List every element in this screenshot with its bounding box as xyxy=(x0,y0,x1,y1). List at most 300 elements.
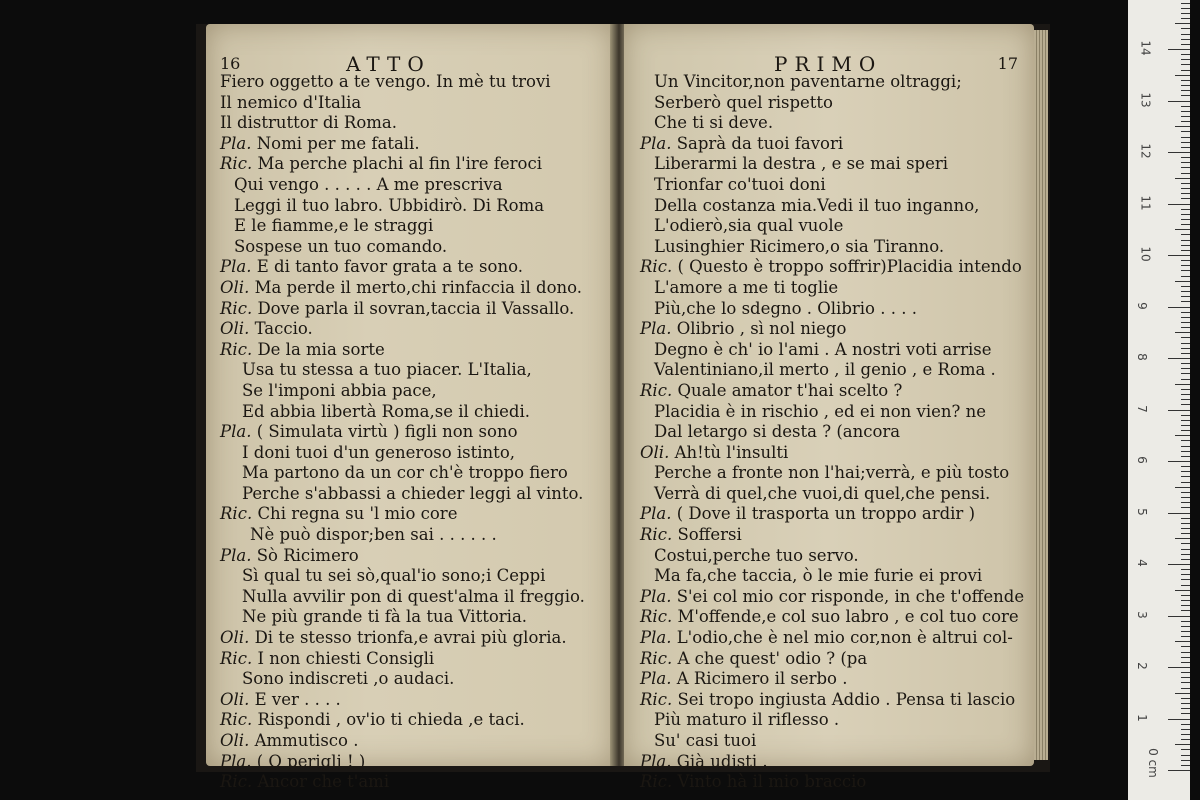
text-line xyxy=(624,422,1034,443)
text-line xyxy=(624,360,1034,381)
verse-text: Degno è ch' io l'ami . A nostri voti arrise xyxy=(654,339,992,359)
ruler-tick xyxy=(1181,502,1190,503)
ruler-tick xyxy=(1181,44,1190,45)
verse-text: Ma perde il merto,chi rinfaccia il dono. xyxy=(254,277,583,297)
ruler-tick xyxy=(1181,34,1190,35)
text-line xyxy=(624,669,1034,690)
ruler-tick xyxy=(1181,219,1190,220)
ruler-tick xyxy=(1181,631,1190,632)
speaker-label: Ric. xyxy=(640,257,678,277)
text-line xyxy=(206,504,613,525)
speaker-label: Pla. xyxy=(220,257,257,277)
text-line xyxy=(624,587,1034,608)
speaker-label: Ric. xyxy=(640,380,678,400)
ruler-tick xyxy=(1181,142,1190,143)
text-line xyxy=(624,72,1034,93)
ruler-tick xyxy=(1181,569,1190,570)
ruler-tick xyxy=(1181,677,1190,678)
ruler-tick xyxy=(1168,719,1190,720)
ruler-number: 6 xyxy=(1134,456,1149,464)
ruler-tick xyxy=(1181,724,1190,725)
text-line xyxy=(624,752,1034,773)
verse-text: S'ei col mio cor risponde, in che t'offende xyxy=(676,586,1025,606)
ruler-tick xyxy=(1168,152,1190,153)
ruler-tick xyxy=(1181,363,1190,364)
verse-text: Sò Ricimero xyxy=(256,545,359,565)
verse-text: Serberò quel rispetto xyxy=(654,92,833,112)
text-line xyxy=(624,93,1034,114)
text-line xyxy=(624,525,1034,546)
ruler-tick xyxy=(1181,183,1190,184)
text-line xyxy=(624,134,1034,155)
ruler-tick xyxy=(1175,538,1190,539)
text-line xyxy=(206,299,613,320)
text-line xyxy=(624,772,1034,793)
ruler-tick xyxy=(1181,415,1190,416)
ruler-tick xyxy=(1181,131,1190,132)
speaker-label: Pla. xyxy=(640,319,677,339)
text-line xyxy=(206,566,613,587)
verse-text: Già udisti . xyxy=(676,751,768,771)
verse-text: Verrà di quel,che vuoi,di quel,che pensi. xyxy=(654,483,991,503)
ruler-tick xyxy=(1181,18,1190,19)
text-line xyxy=(206,752,613,773)
speaker-label: Oli. xyxy=(220,731,255,750)
ruler-tick xyxy=(1168,564,1190,565)
verse-text: Placidia è in rischio , ed ei non vien? ne xyxy=(654,401,987,421)
ruler-tick xyxy=(1181,404,1190,405)
ruler-tick xyxy=(1181,240,1190,241)
text-line xyxy=(206,628,613,649)
text-line xyxy=(206,484,613,505)
ruler-tick xyxy=(1181,765,1190,766)
ruler-tick xyxy=(1181,672,1190,673)
ruler-tick xyxy=(1181,116,1190,117)
ruler-tick xyxy=(1181,224,1190,225)
ruler-tick xyxy=(1181,167,1190,168)
ruler-number: 5 xyxy=(1134,507,1149,516)
text-line xyxy=(206,381,613,402)
text-line xyxy=(624,484,1034,505)
ruler-tick xyxy=(1181,286,1190,287)
ruler-tick xyxy=(1181,276,1190,277)
verse-text: E le fiamme,e le straggi xyxy=(234,216,434,236)
speaker-label: Oli. xyxy=(640,442,675,462)
verse-text: Usa tu stessa a tuo piacer. L'Italia, xyxy=(242,360,532,380)
text-line xyxy=(624,566,1034,587)
ruler-tick xyxy=(1181,137,1190,138)
verse-text: Quale amator t'hai scelto ? xyxy=(677,380,903,400)
verse-text: Olibrio , sì nol niego xyxy=(676,319,847,339)
ruler-tick xyxy=(1181,373,1190,374)
ruler-number: 3 xyxy=(1134,610,1149,619)
text-line xyxy=(624,154,1034,175)
verse-text: A che quest' odio ? (pa xyxy=(677,648,868,668)
ruler-tick xyxy=(1168,204,1190,205)
ruler-tick xyxy=(1181,162,1190,163)
text-line xyxy=(624,731,1034,752)
ruler-tick xyxy=(1168,461,1190,462)
text-line xyxy=(624,299,1034,320)
ruler-tick xyxy=(1181,646,1190,647)
ruler-tick xyxy=(1181,301,1190,302)
speaker-label: Ric. xyxy=(220,154,258,174)
ruler-tick xyxy=(1181,188,1190,189)
ruler-tick xyxy=(1181,250,1190,251)
ruler-tick xyxy=(1181,549,1190,550)
ruler-tick xyxy=(1181,245,1190,246)
speaker-label: Ric. xyxy=(220,710,258,730)
text-line xyxy=(624,196,1034,217)
ruler-tick xyxy=(1181,214,1190,215)
ruler-tick xyxy=(1181,379,1190,380)
speaker-label: Ric. xyxy=(640,648,678,668)
speaker-label: Ric. xyxy=(640,607,678,627)
ruler-tick xyxy=(1181,193,1190,194)
speaker-label: Ric. xyxy=(220,339,258,359)
ruler-tick xyxy=(1181,456,1190,457)
text-line xyxy=(624,628,1034,649)
ruler-number: 11 xyxy=(1138,194,1153,211)
ruler-tick xyxy=(1175,126,1190,127)
verse-text: Sospese un tuo comando. xyxy=(234,236,448,256)
verse-text: Perche a fronte non l'hai;verrà, e più tosto xyxy=(654,463,1010,483)
ruler-tick xyxy=(1168,513,1190,514)
verse-text: Ah!tù l'insulti xyxy=(674,442,789,462)
text-line xyxy=(624,319,1034,340)
ruler-tick xyxy=(1181,3,1190,4)
ruler-tick xyxy=(1181,579,1190,580)
ruler-tick xyxy=(1175,384,1190,385)
text-line xyxy=(206,443,613,464)
ruler-number: 10 xyxy=(1138,246,1153,262)
ruler-tick xyxy=(1181,621,1190,622)
ruler-tick xyxy=(1168,770,1190,771)
verse-text: Ammutisco . xyxy=(254,731,359,750)
verse-text: E di tanto favor grata a te sono. xyxy=(256,257,523,277)
verse-text: Liberarmi la destra , e se mai speri xyxy=(654,154,949,174)
verse-text: Valentiniano,il merto , il genio , e Roma . xyxy=(654,360,996,380)
ruler-tick xyxy=(1168,307,1190,308)
ruler-unit-label: 0 cm xyxy=(1145,748,1160,778)
ruler-tick xyxy=(1181,734,1190,735)
ruler-tick xyxy=(1168,358,1190,359)
verse-text: Più,che lo sdegno . Olibrio . . . . xyxy=(654,298,917,318)
text-line xyxy=(624,710,1034,731)
ruler-tick xyxy=(1181,476,1190,477)
verse-text: Ma partono da un cor ch'è troppo fiero xyxy=(242,463,568,483)
speaker-label: Pla. xyxy=(640,133,677,153)
text-line xyxy=(206,113,613,134)
ruler-tick xyxy=(1168,49,1190,50)
ruler-tick xyxy=(1181,559,1190,560)
text-line xyxy=(206,731,613,752)
ruler-tick xyxy=(1181,327,1190,328)
speaker-label: Pla. xyxy=(640,669,677,689)
text-line xyxy=(624,257,1034,278)
ruler-tick xyxy=(1181,399,1190,400)
ruler-tick xyxy=(1181,605,1190,606)
verse-text: Di te stesso trionfa,e avrai più gloria. xyxy=(254,628,567,648)
text-line xyxy=(206,319,613,340)
ruler-number: 7 xyxy=(1134,404,1149,413)
verse-text: M'offende,e col suo labro , e col tuo core xyxy=(677,607,1019,627)
verse-text: Leggi il tuo labro. Ubbidirò. Di Roma xyxy=(234,195,545,215)
ruler-tick xyxy=(1181,729,1190,730)
text-line xyxy=(624,607,1034,628)
text-line xyxy=(206,340,613,361)
ruler-tick xyxy=(1181,39,1190,40)
verse-text: Ne più grande ti fà la tua Vittoria. xyxy=(242,607,528,627)
text-line xyxy=(206,607,613,628)
ruler-tick xyxy=(1168,410,1190,411)
speaker-label: Pla. xyxy=(220,133,257,153)
ruler-tick xyxy=(1181,554,1190,555)
left-running-title: ATTO xyxy=(346,52,431,76)
right-page-text xyxy=(624,72,1034,793)
ruler-tick xyxy=(1168,101,1190,102)
ruler-tick xyxy=(1181,600,1190,601)
ruler-tick xyxy=(1181,652,1190,653)
verse-text: Che ti si deve. xyxy=(654,113,774,133)
ruler-tick xyxy=(1175,641,1190,642)
left-page-number: 16 xyxy=(220,54,241,73)
text-line xyxy=(206,134,613,155)
ruler-tick xyxy=(1181,749,1190,750)
verse-text: Su' casi tuoi xyxy=(654,731,757,750)
text-line xyxy=(206,257,613,278)
ruler-tick xyxy=(1181,343,1190,344)
verse-text: Della costanza mia.Vedi il tuo inganno, xyxy=(654,195,980,215)
ruler-tick xyxy=(1181,688,1190,689)
ruler-tick xyxy=(1181,466,1190,467)
text-line xyxy=(624,690,1034,711)
ruler-tick xyxy=(1175,178,1190,179)
ruler-tick xyxy=(1181,585,1190,586)
speaker-label: Oli. xyxy=(220,689,255,709)
ruler-tick xyxy=(1181,260,1190,261)
verse-text: Il distruttor di Roma. xyxy=(220,113,397,133)
verse-text: L'odierò,sia qual vuole xyxy=(654,216,844,236)
speaker-label: Ric. xyxy=(220,504,258,524)
ruler-tick xyxy=(1181,662,1190,663)
ruler-tick xyxy=(1181,64,1190,65)
verse-text: Nè può dispor;ben sai . . . . . . xyxy=(250,525,497,545)
speaker-label: Oli. xyxy=(220,319,255,339)
ruler-tick xyxy=(1181,80,1190,81)
speaker-label: Oli. xyxy=(220,277,255,297)
ruler-tick xyxy=(1168,255,1190,256)
ruler-tick xyxy=(1181,440,1190,441)
verse-text: Soffersi xyxy=(677,525,742,545)
speaker-label: Ric. xyxy=(640,772,678,792)
speaker-label: Pla. xyxy=(640,586,677,606)
text-line xyxy=(624,504,1034,525)
ruler-tick xyxy=(1181,482,1190,483)
verse-text: Ancor che t'ami xyxy=(257,772,390,792)
ruler-tick xyxy=(1181,348,1190,349)
ruler-tick xyxy=(1181,147,1190,148)
ruler-tick xyxy=(1175,590,1190,591)
verse-text: ( Dove il trasporta un troppo ardir ) xyxy=(676,504,975,524)
ruler-tick xyxy=(1181,533,1190,534)
text-line xyxy=(206,587,613,608)
ruler-tick xyxy=(1181,518,1190,519)
ruler-tick xyxy=(1181,610,1190,611)
verse-text: Fiero oggetto a te vengo. In mè tu trovi xyxy=(220,72,551,91)
ruler-tick xyxy=(1181,471,1190,472)
verse-text: Perche s'abbassi a chieder leggi al vinto. xyxy=(242,483,584,503)
ruler-number: 9 xyxy=(1134,301,1149,310)
speaker-label: Pla. xyxy=(220,751,257,771)
ruler-tick xyxy=(1181,497,1190,498)
speaker-label: Pla. xyxy=(640,504,677,524)
ruler-tick xyxy=(1168,616,1190,617)
ruler-tick xyxy=(1175,229,1190,230)
text-line xyxy=(206,772,613,793)
text-line xyxy=(624,113,1034,134)
verse-text: L'odio,che è nel mio cor,non è altrui col- xyxy=(676,628,1013,648)
ruler-tick xyxy=(1181,543,1190,544)
speaker-label: Pla. xyxy=(640,628,677,648)
text-line xyxy=(624,463,1034,484)
ruler-tick xyxy=(1181,317,1190,318)
verse-text: I non chiesti Consigli xyxy=(257,648,435,668)
ruler-tick xyxy=(1175,23,1190,24)
speaker-label: Ric. xyxy=(220,648,258,668)
verse-text: Dal letargo si desta ? (ancora xyxy=(654,422,901,442)
verse-text: E ver . . . . xyxy=(254,689,341,709)
left-page-text xyxy=(206,72,613,793)
verse-text: Costui,perche tuo servo. xyxy=(654,545,859,565)
text-line xyxy=(206,237,613,258)
ruler-tick xyxy=(1181,389,1190,390)
speaker-label: Oli. xyxy=(220,628,255,648)
ruler-tick xyxy=(1181,595,1190,596)
ruler-tick xyxy=(1181,13,1190,14)
verse-text: Taccio. xyxy=(254,319,313,339)
text-line xyxy=(624,237,1034,258)
text-line xyxy=(206,669,613,690)
speaker-label: Pla. xyxy=(220,422,257,442)
ruler-tick xyxy=(1181,574,1190,575)
ruler-tick xyxy=(1181,28,1190,29)
speaker-label: Pla. xyxy=(220,545,257,565)
ruler-number: 14 xyxy=(1138,40,1153,56)
right-page-number: 17 xyxy=(997,54,1018,73)
text-line xyxy=(624,402,1034,423)
verse-text: Vinto hà il mio braccio xyxy=(677,772,867,792)
ruler-number: 4 xyxy=(1134,559,1149,567)
verse-text: Sei tropo ingiusta Addio . Pensa ti lascio xyxy=(677,689,1016,709)
ruler-tick xyxy=(1181,234,1190,235)
ruler-tick xyxy=(1175,332,1190,333)
ruler-tick xyxy=(1181,111,1190,112)
ruler-tick xyxy=(1181,492,1190,493)
ruler-tick xyxy=(1181,8,1190,9)
verse-text: ( O perigli ! ) xyxy=(256,751,366,771)
ruler-tick xyxy=(1181,173,1190,174)
page-edges xyxy=(1034,30,1048,760)
ruler-tick xyxy=(1181,739,1190,740)
verse-text: Sì qual tu sei sò,qual'io sono;i Ceppi xyxy=(242,566,546,586)
verse-text: Ed abbia libertà Roma,se il chiedi. xyxy=(242,401,531,421)
verse-text: Più maturo il riflesso . xyxy=(654,710,840,730)
text-line xyxy=(206,463,613,484)
verse-text: Ma fa,che taccia, ò le mie furie ei provi xyxy=(654,566,983,586)
ruler-tick xyxy=(1181,265,1190,266)
ruler-tick xyxy=(1181,698,1190,699)
text-line xyxy=(206,402,613,423)
speaker-label: Ric. xyxy=(640,689,678,709)
ruler-tick xyxy=(1168,667,1190,668)
speaker-label: Ric. xyxy=(220,772,258,792)
ruler-number: 2 xyxy=(1134,662,1149,670)
ruler-tick xyxy=(1181,59,1190,60)
text-line xyxy=(624,175,1034,196)
text-line xyxy=(206,175,613,196)
ruler-tick xyxy=(1181,425,1190,426)
speaker-label: Ric. xyxy=(640,525,678,545)
ruler-tick xyxy=(1181,291,1190,292)
ruler-tick xyxy=(1181,528,1190,529)
measuring-ruler xyxy=(1128,0,1190,800)
ruler-tick xyxy=(1181,198,1190,199)
ruler-tick xyxy=(1181,682,1190,683)
verse-text: Nulla avvilir pon di quest'alma il freggio. xyxy=(242,586,585,606)
verse-text: Saprà da tuoi favori xyxy=(676,133,844,153)
ruler-tick xyxy=(1181,755,1190,756)
ruler-tick xyxy=(1175,693,1190,694)
text-line xyxy=(206,196,613,217)
ruler-number: 13 xyxy=(1138,91,1153,108)
ruler-tick xyxy=(1181,394,1190,395)
verse-text: L'amore a me ti toglie xyxy=(654,277,839,297)
verse-text: Sono indiscreti ,o audaci. xyxy=(242,669,455,689)
verse-text: Qui vengo . . . . . A me prescriva xyxy=(234,174,503,194)
ruler-tick xyxy=(1181,523,1190,524)
ruler-tick xyxy=(1181,636,1190,637)
ruler-tick xyxy=(1175,744,1190,745)
ruler-tick xyxy=(1181,337,1190,338)
ruler-tick xyxy=(1181,322,1190,323)
verse-text: Se l'imponi abbia pace, xyxy=(242,380,437,400)
right-page xyxy=(624,24,1034,792)
ruler-number: 1 xyxy=(1134,713,1149,722)
ruler-number: 8 xyxy=(1134,353,1149,361)
verse-text: Ma perche plachi al fin l'ire feroci xyxy=(257,154,543,174)
text-line xyxy=(206,649,613,670)
text-line xyxy=(206,72,613,93)
ruler-tick xyxy=(1181,507,1190,508)
ruler-tick xyxy=(1181,312,1190,313)
ruler-tick xyxy=(1181,703,1190,704)
text-line xyxy=(206,710,613,731)
ruler-tick xyxy=(1181,430,1190,431)
ruler-tick xyxy=(1181,657,1190,658)
text-line xyxy=(624,278,1034,299)
ruler-tick xyxy=(1181,209,1190,210)
ruler-tick xyxy=(1181,420,1190,421)
text-line xyxy=(624,340,1034,361)
text-line xyxy=(206,154,613,175)
verse-text: ( Simulata virtù ) figli non sono xyxy=(256,422,518,442)
text-line xyxy=(206,690,613,711)
verse-text: A Ricimero il serbo . xyxy=(676,669,848,689)
right-running-title: PRIMO xyxy=(774,52,883,76)
verse-text: Rispondi , ov'io ti chieda ,e taci. xyxy=(257,710,525,730)
text-line xyxy=(206,360,613,381)
